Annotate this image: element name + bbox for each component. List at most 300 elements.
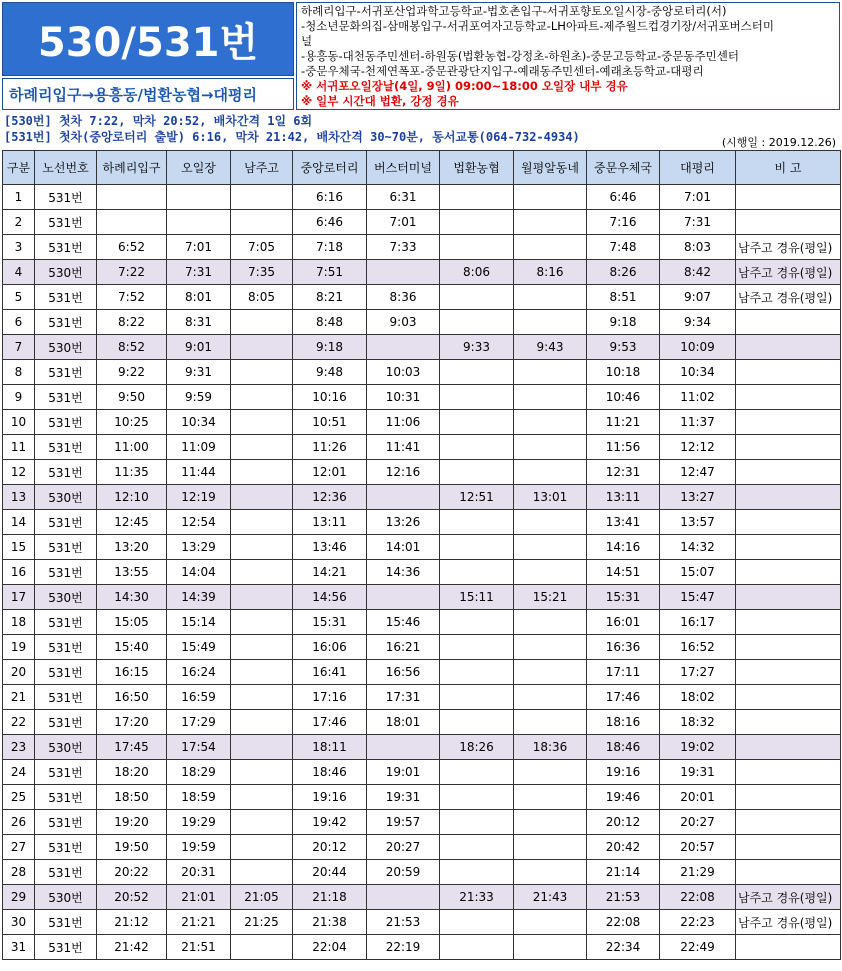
table-cell [736, 535, 841, 560]
table-cell [440, 660, 514, 685]
table-cell: 16:41 [293, 660, 367, 685]
table-cell [367, 885, 440, 910]
info-531: [531번] 첫차(중앙로터리 출발) 6:16, 막차 21:42, 배차간격 30~70분, 동서교통(064-732-4934) [4, 130, 580, 144]
table-cell: 8:03 [660, 235, 736, 260]
column-header: 중문우체국 [587, 151, 660, 185]
table-cell [440, 860, 514, 885]
table-cell: 17:11 [587, 660, 660, 685]
table-cell [440, 185, 514, 210]
table-cell: 9 [3, 385, 35, 410]
route-title: 530/531번 [37, 19, 259, 66]
column-header: 노선번호 [35, 151, 97, 185]
header [0, 0, 842, 112]
table-cell: 13 [3, 485, 35, 510]
table-cell: 14:56 [293, 585, 367, 610]
table-cell: 15 [3, 535, 35, 560]
table-cell [231, 810, 293, 835]
table-row [3, 660, 841, 685]
table-cell: 18:02 [660, 685, 736, 710]
table-cell: 18:16 [587, 710, 660, 735]
table-cell [736, 460, 841, 485]
table-cell: 19:20 [97, 810, 167, 835]
table-cell [514, 535, 587, 560]
table-cell [440, 935, 514, 960]
table-cell: 16:15 [97, 660, 167, 685]
table-cell [367, 335, 440, 360]
table-cell: 11:09 [167, 435, 231, 460]
table-cell: 10:46 [587, 385, 660, 410]
table-cell: 8:48 [293, 310, 367, 335]
table-cell: 7:01 [167, 235, 231, 260]
table-cell: 531번 [35, 535, 97, 560]
table-cell [736, 435, 841, 460]
table-cell: 30 [3, 910, 35, 935]
table-cell [231, 785, 293, 810]
table-cell: 19:16 [293, 785, 367, 810]
table-cell [367, 735, 440, 760]
table-cell [440, 310, 514, 335]
table-cell: 9:07 [660, 285, 736, 310]
table-cell: 15:21 [514, 585, 587, 610]
table-cell: 531번 [35, 810, 97, 835]
table-cell: 22:23 [660, 910, 736, 935]
table-cell: 11:02 [660, 385, 736, 410]
table-cell: 16:56 [367, 660, 440, 685]
table-cell: 15:46 [367, 610, 440, 635]
table-cell [440, 535, 514, 560]
table-cell: 18:29 [167, 760, 231, 785]
table-cell: 8:21 [293, 285, 367, 310]
table-cell: 20:42 [587, 835, 660, 860]
table-cell [440, 560, 514, 585]
table-cell: 13:27 [660, 485, 736, 510]
table-cell: 21:21 [167, 910, 231, 935]
table-cell: 531번 [35, 560, 97, 585]
table-cell: 10:31 [367, 385, 440, 410]
column-header: 법환농협 [440, 151, 514, 185]
table-cell: 10:18 [587, 360, 660, 385]
table-cell: 16:06 [293, 635, 367, 660]
table-cell: 7:18 [293, 235, 367, 260]
table-cell [231, 485, 293, 510]
table-cell: 15:11 [440, 585, 514, 610]
table-cell: 6:52 [97, 235, 167, 260]
table-cell [514, 810, 587, 835]
table-cell: 14:32 [660, 535, 736, 560]
table-cell: 18 [3, 610, 35, 635]
table-cell: 17:45 [97, 735, 167, 760]
table-cell: 21:29 [660, 860, 736, 885]
table-header-row [3, 151, 841, 185]
table-row [3, 385, 841, 410]
table-cell [440, 410, 514, 435]
table-cell [231, 560, 293, 585]
table-cell: 27 [3, 835, 35, 860]
table-cell: 21:43 [514, 885, 587, 910]
table-cell [231, 460, 293, 485]
table-cell: 21:53 [367, 910, 440, 935]
table-cell: 9:43 [514, 335, 587, 360]
table-cell: 9:33 [440, 335, 514, 360]
table-cell: 7:33 [367, 235, 440, 260]
table-cell: 11:41 [367, 435, 440, 460]
table-row [3, 310, 841, 335]
table-cell: 11:37 [660, 410, 736, 435]
table-cell: 9:31 [167, 360, 231, 385]
table-cell: 12:16 [367, 460, 440, 485]
table-cell: 10 [3, 410, 35, 435]
table-row [3, 760, 841, 785]
table-row [3, 835, 841, 860]
table-cell [231, 660, 293, 685]
table-cell: 21:18 [293, 885, 367, 910]
table-cell: 18:50 [97, 785, 167, 810]
table-cell: 531번 [35, 935, 97, 960]
table-cell [736, 335, 841, 360]
table-cell [736, 485, 841, 510]
table-cell: 20:52 [97, 885, 167, 910]
table-cell: 6:46 [293, 210, 367, 235]
table-cell: 남주고 경유(평일) [736, 235, 841, 260]
table-cell [231, 635, 293, 660]
table-cell: 18:32 [660, 710, 736, 735]
table-cell: 531번 [35, 785, 97, 810]
table-cell [514, 435, 587, 460]
table-cell: 530번 [35, 585, 97, 610]
table-row [3, 435, 841, 460]
table-cell: 531번 [35, 360, 97, 385]
table-cell: 22:49 [660, 935, 736, 960]
table-cell: 9:48 [293, 360, 367, 385]
table-cell [736, 635, 841, 660]
table-cell [736, 310, 841, 335]
table-cell: 13:11 [587, 485, 660, 510]
table-cell: 531번 [35, 510, 97, 535]
table-cell: 14 [3, 510, 35, 535]
table-cell: 17:27 [660, 660, 736, 685]
table-cell: 8:36 [367, 285, 440, 310]
table-cell [736, 710, 841, 735]
table-cell: 14:39 [167, 585, 231, 610]
table-cell [367, 485, 440, 510]
table-cell: 8:16 [514, 260, 587, 285]
table-cell: 13:11 [293, 510, 367, 535]
table-cell [514, 710, 587, 735]
table-cell [736, 785, 841, 810]
table-cell: 15:05 [97, 610, 167, 635]
table-cell [736, 410, 841, 435]
table-cell: 531번 [35, 235, 97, 260]
table-cell: 530번 [35, 885, 97, 910]
table-cell: 17:29 [167, 710, 231, 735]
table-row [3, 810, 841, 835]
table-cell: 530번 [35, 735, 97, 760]
table-cell: 19:42 [293, 810, 367, 835]
route-stops-line: 하례리입구-서귀포산업과학고등학교-법호촌입구-서귀포향토오일시장-중앙로터리(서) [301, 4, 727, 18]
table-cell: 6 [3, 310, 35, 335]
table-cell: 10:16 [293, 385, 367, 410]
table-cell [231, 360, 293, 385]
table-cell [736, 385, 841, 410]
table-cell: 2 [3, 210, 35, 235]
table-cell [231, 760, 293, 785]
table-row [3, 485, 841, 510]
table-cell: 12:12 [660, 435, 736, 460]
table-cell: 12 [3, 460, 35, 485]
notice-partial-route: ※ 일부 시간대 법환, 강정 경유 [301, 94, 459, 108]
table-cell: 남주고 경유(평일) [736, 260, 841, 285]
table-cell: 10:34 [660, 360, 736, 385]
table-cell [231, 685, 293, 710]
table-cell: 15:40 [97, 635, 167, 660]
table-cell: 13:41 [587, 510, 660, 535]
table-cell [736, 510, 841, 535]
table-cell: 13:26 [367, 510, 440, 535]
table-cell: 14:36 [367, 560, 440, 585]
table-cell [231, 535, 293, 560]
table-cell: 7:22 [97, 260, 167, 285]
table-cell [514, 235, 587, 260]
table-cell [231, 585, 293, 610]
table-cell: 9:18 [293, 335, 367, 360]
table-cell: 17:31 [367, 685, 440, 710]
table-cell: 24 [3, 760, 35, 785]
table-cell [231, 385, 293, 410]
route-subtitle: 하례리입구→용흥동/법환농협→대평리 [9, 85, 257, 104]
table-row [3, 685, 841, 710]
table-cell: 10:25 [97, 410, 167, 435]
table-cell: 12:19 [167, 485, 231, 510]
table-cell [736, 660, 841, 685]
table-cell: 6:16 [293, 185, 367, 210]
table-cell: 17 [3, 585, 35, 610]
table-cell: 16:36 [587, 635, 660, 660]
table-cell: 530번 [35, 260, 97, 285]
table-cell: 12:31 [587, 460, 660, 485]
table-cell [231, 410, 293, 435]
route-stops-line: -중문우체국-천제연폭포-중문관광단지입구-예래동주민센터-예래초등학교-대평리 [301, 64, 704, 78]
table-cell: 11 [3, 435, 35, 460]
table-cell: 7:52 [97, 285, 167, 310]
table-cell [440, 510, 514, 535]
table-cell: 531번 [35, 310, 97, 335]
table-cell: 9:01 [167, 335, 231, 360]
table-cell: 17:16 [293, 685, 367, 710]
table-cell [231, 610, 293, 635]
table-cell: 12:36 [293, 485, 367, 510]
table-cell [514, 410, 587, 435]
table-cell: 19:01 [367, 760, 440, 785]
table-cell [440, 235, 514, 260]
route-stops-box [296, 2, 840, 110]
table-cell: 14:16 [587, 535, 660, 560]
table-cell: 16 [3, 560, 35, 585]
table-cell [514, 685, 587, 710]
table-cell [440, 285, 514, 310]
table-cell [736, 835, 841, 860]
table-cell: 5 [3, 285, 35, 310]
table-cell [231, 335, 293, 360]
table-cell: 15:14 [167, 610, 231, 635]
table-cell: 11:26 [293, 435, 367, 460]
table-cell: 13:29 [167, 535, 231, 560]
table-cell [440, 710, 514, 735]
table-cell: 15:31 [587, 585, 660, 610]
table-cell: 8:31 [167, 310, 231, 335]
table-cell: 11:56 [587, 435, 660, 460]
table-row [3, 210, 841, 235]
table-cell: 14:04 [167, 560, 231, 585]
table-cell: 11:44 [167, 460, 231, 485]
table-row [3, 535, 841, 560]
table-cell: 19:31 [660, 760, 736, 785]
table-cell [514, 460, 587, 485]
table-cell [440, 635, 514, 660]
table-cell: 16:21 [367, 635, 440, 660]
table-cell: 18:26 [440, 735, 514, 760]
table-cell [514, 760, 587, 785]
table-cell: 19:02 [660, 735, 736, 760]
table-cell: 19:59 [167, 835, 231, 860]
table-row [3, 510, 841, 535]
table-cell [514, 660, 587, 685]
column-header: 하례리입구 [97, 151, 167, 185]
column-header: 남주고 [231, 151, 293, 185]
table-cell: 18:36 [514, 735, 587, 760]
table-cell: 20:44 [293, 860, 367, 885]
table-cell [440, 385, 514, 410]
table-cell [440, 785, 514, 810]
table-row [3, 785, 841, 810]
table-cell: 21 [3, 685, 35, 710]
table-cell [97, 185, 167, 210]
table-cell: 12:47 [660, 460, 736, 485]
table-cell: 21:25 [231, 910, 293, 935]
table-cell [97, 210, 167, 235]
table-cell: 10:34 [167, 410, 231, 435]
table-cell [367, 585, 440, 610]
table-cell: 21:33 [440, 885, 514, 910]
table-cell [514, 610, 587, 635]
table-row [3, 635, 841, 660]
table-cell: 18:59 [167, 785, 231, 810]
table-cell: 21:51 [167, 935, 231, 960]
table-cell: 22 [3, 710, 35, 735]
table-cell: 21:12 [97, 910, 167, 935]
table-row [3, 460, 841, 485]
route-stops-line: -청소년문화의집-삼매봉입구-서귀포여자고등학교-LH아파트-제주월드컵경기장/서귀포버스터미 [301, 19, 774, 33]
table-cell [514, 385, 587, 410]
table-cell: 10:03 [367, 360, 440, 385]
table-cell: 531번 [35, 610, 97, 635]
table-row [3, 185, 841, 210]
column-header: 구분 [3, 151, 35, 185]
table-cell: 18:01 [367, 710, 440, 735]
table-cell: 9:03 [367, 310, 440, 335]
route-subtitle-box [2, 78, 294, 110]
table-cell: 20:31 [167, 860, 231, 885]
table-cell [231, 210, 293, 235]
table-cell: 7:31 [660, 210, 736, 235]
table-cell [440, 435, 514, 460]
table-cell: 7:05 [231, 235, 293, 260]
table-cell: 22:04 [293, 935, 367, 960]
table-cell: 11:06 [367, 410, 440, 435]
column-header: 대평리 [660, 151, 736, 185]
table-row [3, 885, 841, 910]
table-cell [514, 835, 587, 860]
table-cell [231, 435, 293, 460]
table-cell: 20 [3, 660, 35, 685]
table-cell [514, 910, 587, 935]
table-cell: 23 [3, 735, 35, 760]
table-cell: 16:59 [167, 685, 231, 710]
table-cell: 12:10 [97, 485, 167, 510]
table-cell: 531번 [35, 710, 97, 735]
table-cell: 25 [3, 785, 35, 810]
table-cell: 20:22 [97, 860, 167, 885]
table-cell [736, 210, 841, 235]
table-cell: 7:51 [293, 260, 367, 285]
table-cell: 531번 [35, 835, 97, 860]
table-cell: 21:01 [167, 885, 231, 910]
table-cell: 17:46 [587, 685, 660, 710]
table-cell: 531번 [35, 685, 97, 710]
table-cell: 18:20 [97, 760, 167, 785]
table-cell: 15:47 [660, 585, 736, 610]
table-cell: 6:46 [587, 185, 660, 210]
effective-date: (시행일 : 2019.12.26) [721, 136, 836, 149]
table-cell [231, 510, 293, 535]
table-cell [440, 810, 514, 835]
table-cell: 21:42 [97, 935, 167, 960]
table-cell: 531번 [35, 635, 97, 660]
table-cell: 8:42 [660, 260, 736, 285]
table-cell: 9:18 [587, 310, 660, 335]
table-cell: 17:46 [293, 710, 367, 735]
table-cell: 13:57 [660, 510, 736, 535]
table-cell: 21:38 [293, 910, 367, 935]
table-cell: 14:51 [587, 560, 660, 585]
table-cell: 9:34 [660, 310, 736, 335]
table-row [3, 285, 841, 310]
table-cell: 20:57 [660, 835, 736, 860]
table-cell: 20:12 [293, 835, 367, 860]
table-cell [440, 360, 514, 385]
table-cell: 18:11 [293, 735, 367, 760]
table-cell: 남주고 경유(평일) [736, 285, 841, 310]
table-cell [736, 735, 841, 760]
table-cell: 남주고 경유(평일) [736, 885, 841, 910]
table-cell: 16:24 [167, 660, 231, 685]
table-cell [440, 610, 514, 635]
table-cell: 22:08 [660, 885, 736, 910]
table-cell: 29 [3, 885, 35, 910]
table-cell: 15:49 [167, 635, 231, 660]
table-cell: 13:46 [293, 535, 367, 560]
table-cell: 14:21 [293, 560, 367, 585]
column-header: 버스터미널 [367, 151, 440, 185]
table-cell: 19:31 [367, 785, 440, 810]
table-cell: 8:26 [587, 260, 660, 285]
column-header: 월평알동네 [514, 151, 587, 185]
table-cell: 1 [3, 185, 35, 210]
table-cell: 13:55 [97, 560, 167, 585]
table-cell: 19:29 [167, 810, 231, 835]
table-cell: 17:20 [97, 710, 167, 735]
table-cell: 13:20 [97, 535, 167, 560]
table-cell [514, 185, 587, 210]
